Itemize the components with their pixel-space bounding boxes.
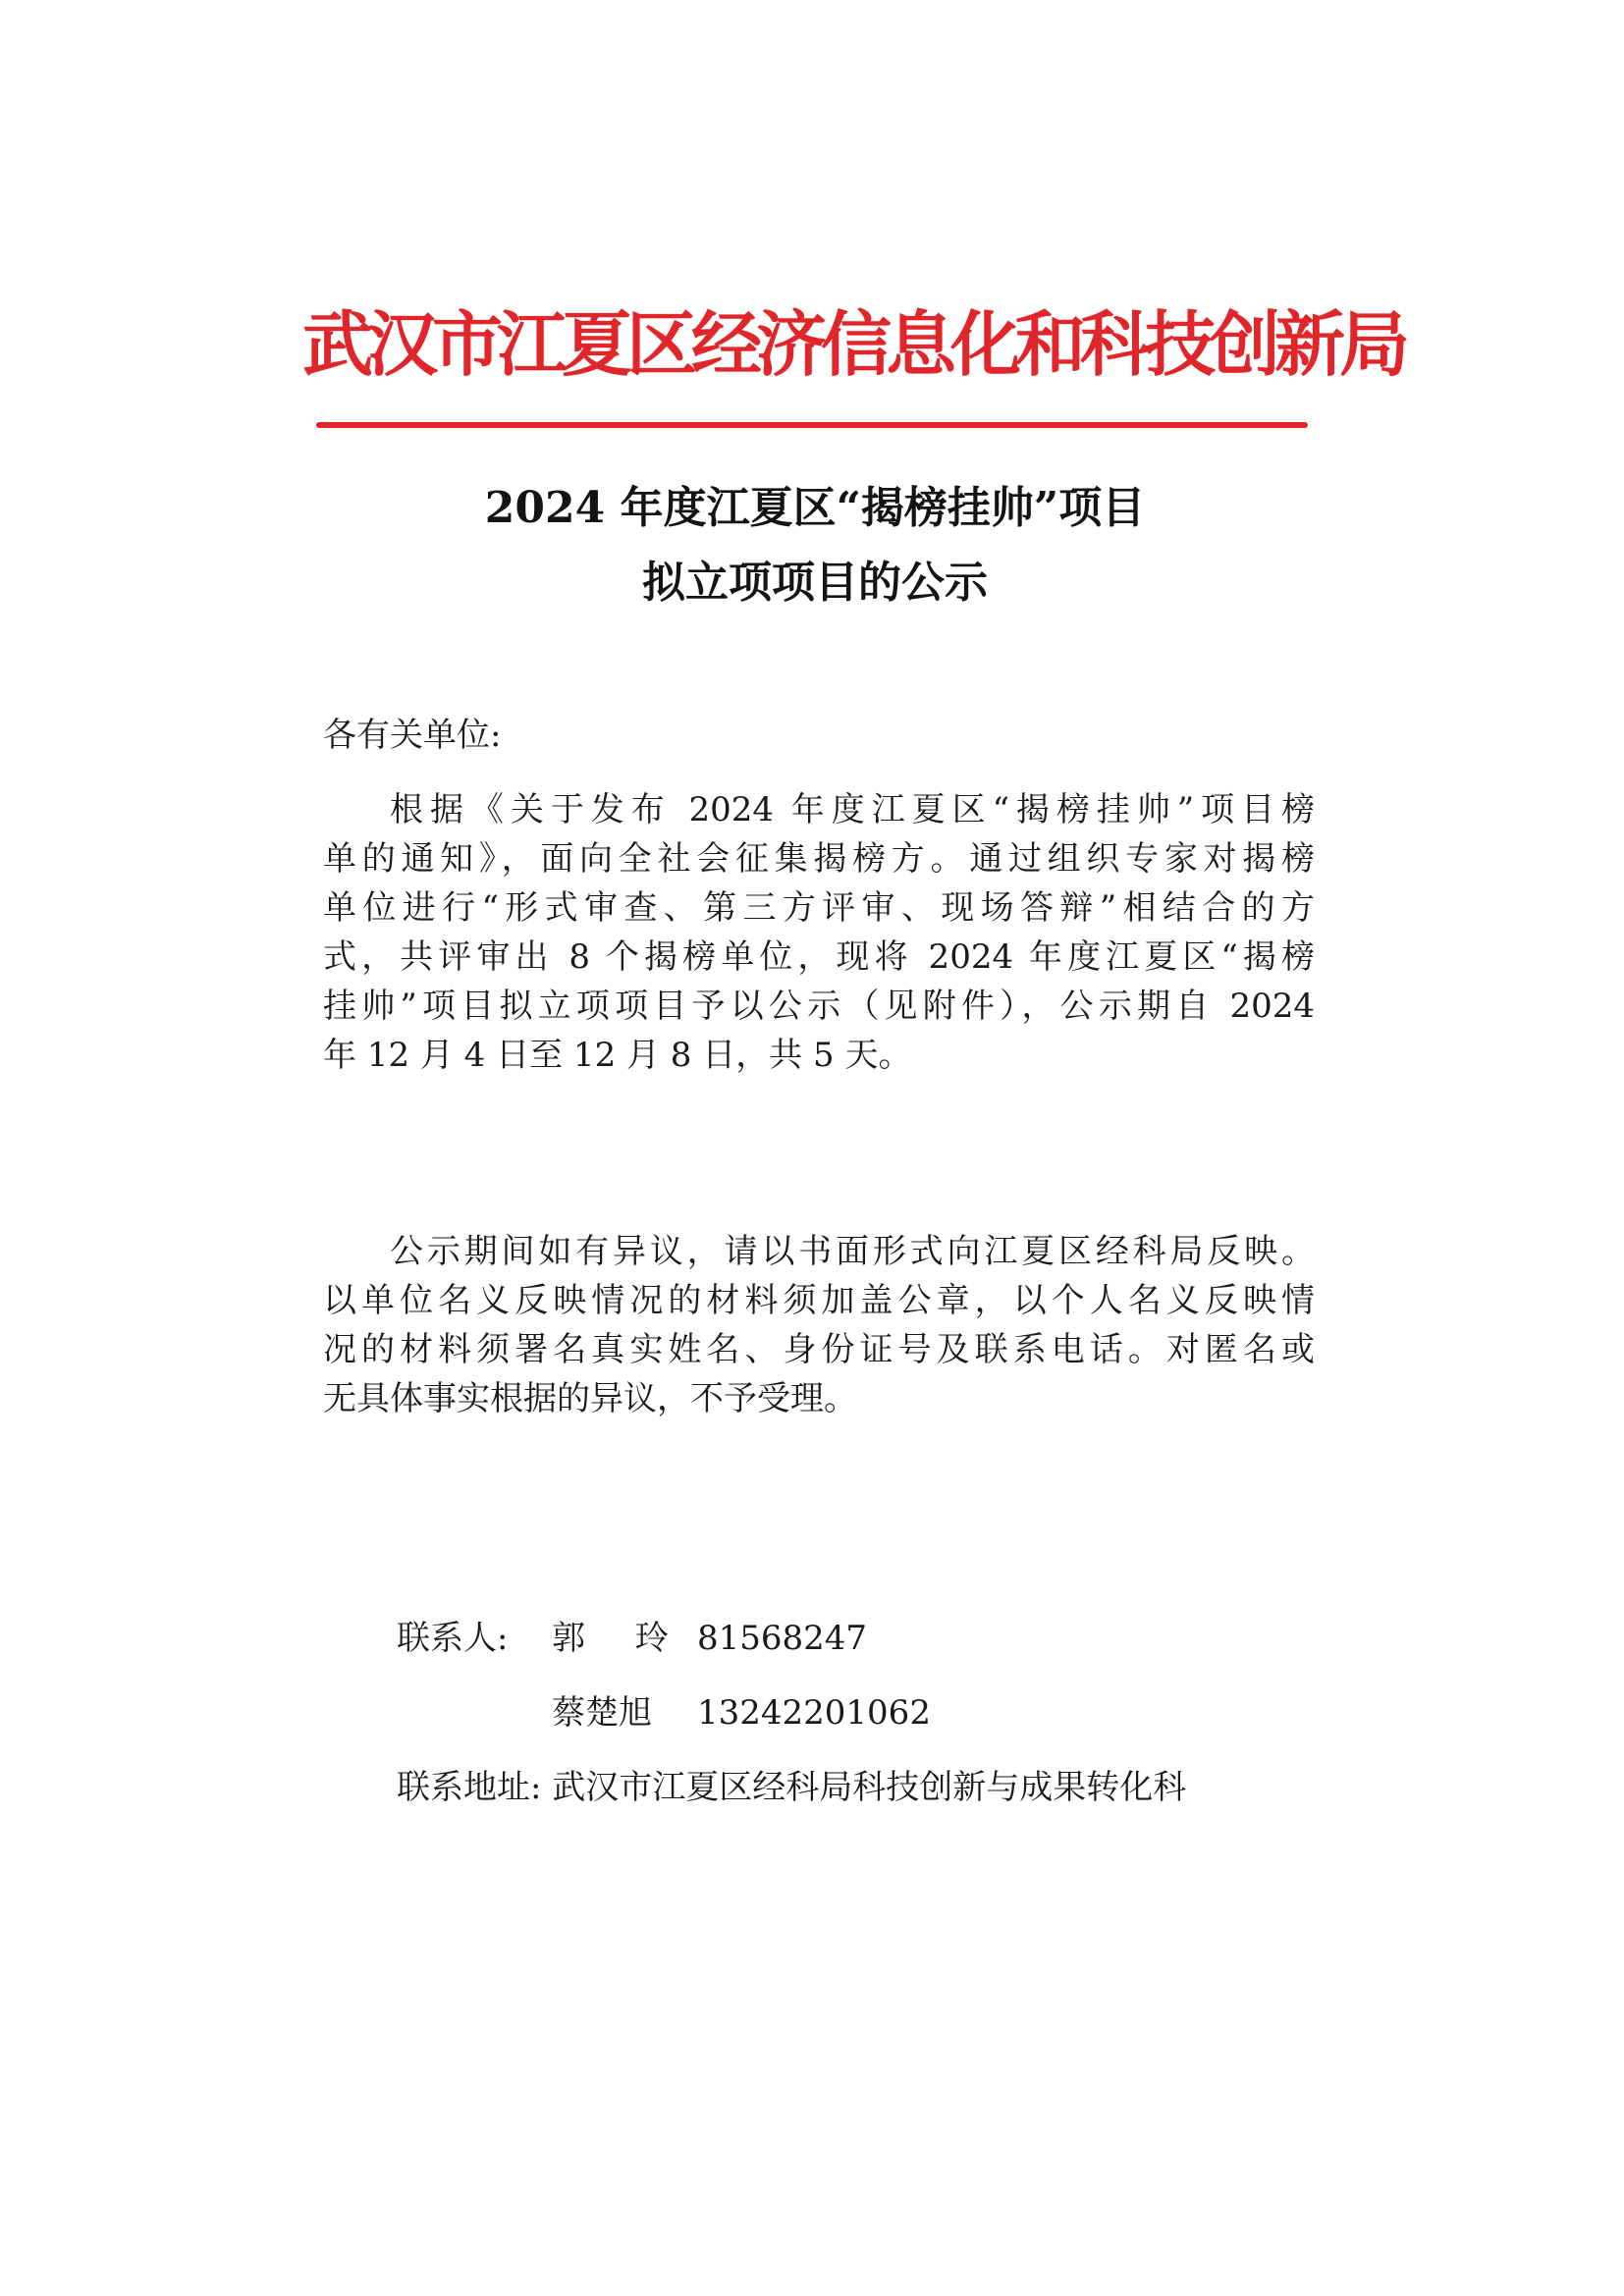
letterhead-red-rule — [316, 422, 1308, 428]
contact-label: 联系人: — [397, 1619, 509, 1658]
paragraph-line: 根据《关于发布 2024 年度江夏区“揭榜挂帅”项目榜 — [390, 790, 1315, 829]
paragraph-line: 年 12 月 4 日至 12 月 8 日，共 5 天。 — [323, 1036, 912, 1075]
contact-name: 郭 玲 — [552, 1619, 688, 1658]
body-paragraph-1 — [323, 785, 1315, 1080]
body-paragraph-2 — [323, 1227, 1315, 1423]
document-title-line-2: 拟立项项目的公示 — [642, 558, 988, 608]
contact-phone: 13242201062 — [697, 1693, 931, 1733]
document-title-line-1: 2024 年度江夏区“揭榜挂帅”项目 — [484, 483, 1146, 533]
paragraph-line: 挂帅”项目拟立项项目予以公示（见附件），公示期自 2024 — [323, 987, 1315, 1026]
paragraph-line: 无具体事实根据的异议，不予受理。 — [323, 1379, 857, 1418]
paragraph-line: 公示期间如有异议，请以书面形式向江夏区经科局反映。 — [390, 1232, 1315, 1271]
paragraph-line: 以单位名义反映情况的材料须加盖公章，以个人名义反映情 — [323, 1281, 1315, 1320]
paragraph-line: 况的材料须署名真实姓名、身份证号及联系电话。对匿名或 — [323, 1330, 1315, 1369]
salutation: 各有关单位: — [323, 716, 502, 755]
contact-name: 蔡楚旭 — [552, 1693, 652, 1733]
contact-address: 联系地址: 武汉市江夏区经科局科技创新与成果转化科 — [397, 1768, 1187, 1807]
paragraph-line: 单的通知》，面向全社会征集揭榜方。通过组织专家对揭榜 — [323, 839, 1315, 879]
letterhead-agency-name: 武汉市江夏区经济信息化和科技创新局 — [302, 303, 1405, 386]
paragraph-line: 单位进行“形式审查、第三方评审、现场答辩”相结合的方 — [323, 888, 1315, 928]
paragraph-line: 式，共评审出 8 个揭榜单位，现将 2024 年度江夏区“揭榜 — [323, 937, 1315, 977]
contact-phone: 81568247 — [697, 1619, 868, 1658]
